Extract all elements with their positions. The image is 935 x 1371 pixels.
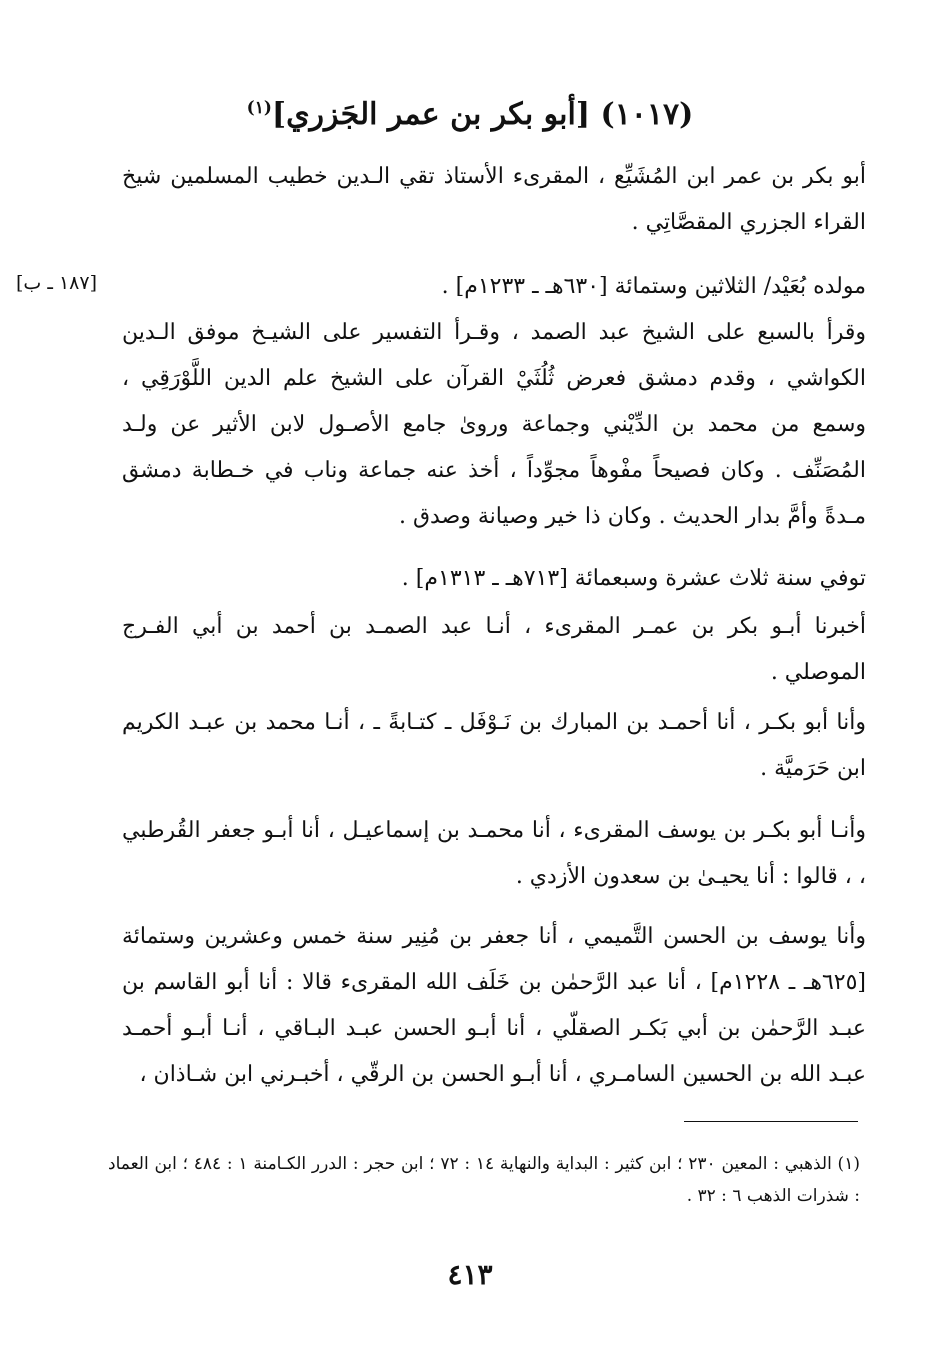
entry-title [180,84,760,139]
footnote-marker: (١) [246,98,272,118]
paragraph-birth [122,264,866,310]
margin-folio-note: [١٨٧ ـ ب] [16,272,97,294]
paragraph-text: وأنا أبو بكـر ، أنا أحمـد بن المبارك بن نَـوْفَل ـ كتـابةً ـ ، أنـا محمد بن عبـد الكريم ابن حَرَميَّة . [122,710,866,781]
paragraph-text: مولده بُعَيْد/ الثلاثين وستمائة [٦٣٠هـ ـ ١٢٣٣م] . [441,274,866,299]
paragraph-text: وقرأ بالسبع على الشيخ عبد الصمد ، وقـرأ التفسير على الشيـخ موفق الـدين الكواشي ، وقدم دمشق فعرض ثُلُثَيْ القرآن على الشيخ علم الدين اللَّوْرَقِي ، وسمع من محمد بن الدِّيْني وجماعة وروىٰ جامع الأصـول لابن الأثير عن ولـد المُصَنِّف . وكان فصيحاً مفْوهاً مجوِّداً ، أخذ عنه جماعة وناب في خـطابة دمشق مـدةً وأمَّ بدار الحديث . وكان ذا خير وصيانة وصدق . [122,320,866,529]
footnote [108,1148,860,1212]
footnote-divider [684,1121,858,1122]
paragraph-text: توفي سنة ثلاث عشرة وسبعمائة [٧١٣هـ ـ ١٣١٣م] . [401,566,866,591]
entry-title-text: (١٠١٧) [أبو بكر بن عمر الجَزري] [271,97,694,132]
paragraph-name [122,154,866,246]
footnote-text: (١) الذهبي : المعين ٢٣٠ ؛ ابن كثير : البداية والنهاية ١٤ : ٧٢ ؛ ابن حجر : الدرر الكـامنة ١ : ٤٨٤ ؛ ابن العماد : شذرات الذهب ٦ : ٣٢ . [108,1154,860,1206]
paragraph-text: أخبرنا أبـو بكر بن عمـر المقرىء ، أنـا عبد الصمـد بن أحمد بن أبي الفـرج الموصلي . [122,614,866,685]
paragraph-chain-1 [122,604,866,696]
page-number: ٤١٣ [447,1258,493,1291]
paragraph-text: وأنا يوسف بن الحسن التَّميمي ، أنا جعفر بن مُنِير سنة خمس وعشرين وستمائة [٦٢٥هـ ـ ١٢٢٨م] ، أنا عبد الرَّحمٰن بن خَلَف الله المقرىء قالا : أنا أبو القاسم بن عبـد الرَّحمٰن بن أبي بَكـر الصقلّي ، أنا أبـو الحسن عبـد البـاقي ، أنـا أبـو أحمـد عبـد الله بن الحسين السامـري ، أنا أبـو الحسن بن الرقّي ، أخبـرني ابن شـاذان ، [122,924,866,1087]
paragraph-text: أبو بكر بن عمر ابن المُشَيِّع ، المقرىء الأستاذ تقي الـدين خطيب المسلمين شيخ القراء الجزري المقصَّاتِي . [122,164,866,235]
paragraph-chain-4 [122,914,866,1098]
paragraph-text: وأنـا أبو بكـر بن يوسف المقرىء ، أنا محمـد بن إسماعيـل ، أنا أبـو جعفر القُرطبي ، ، قالوا : أنا يحيـىٰ بن سعدون الأزدي . [122,818,866,889]
paragraph-chain-2 [122,700,866,792]
paragraph-biography [122,310,866,540]
paragraph-chain-3 [122,808,866,900]
paragraph-death [122,556,866,602]
